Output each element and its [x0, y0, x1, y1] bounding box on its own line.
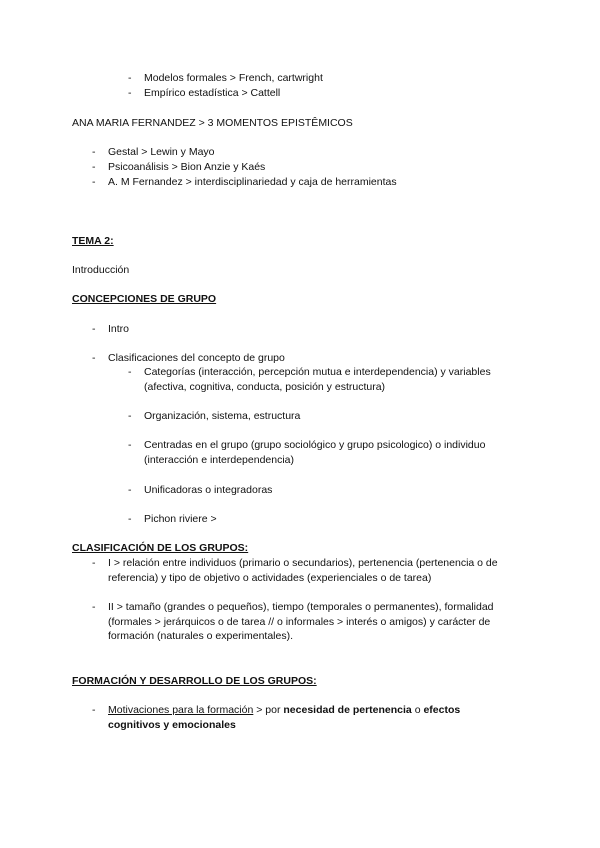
list-item-cont: (formales > jerárquicos o de tarea // o informales > interés o amigos) y carácter de: [108, 616, 491, 628]
sublist-dash: -: [128, 513, 132, 525]
introduccion: Introducción: [72, 264, 130, 276]
text-segment: o: [411, 704, 424, 716]
list-item: Empírico estadística > Cattell: [144, 87, 281, 99]
sublist-dash: -: [128, 410, 132, 422]
bold-segment: necesidad de pertenencia: [283, 704, 412, 716]
list-dash: -: [92, 352, 96, 364]
concepciones-heading: CONCEPCIONES DE GRUPO: [72, 293, 217, 305]
list-dash: -: [128, 87, 132, 99]
list-item: I > relación entre individuos (primario o secundarios), pertenencia (pertenencia o de: [108, 557, 498, 569]
list-dash: -: [92, 146, 96, 158]
list-item: Psicoanálisis > Bion Anzie y Kaés: [108, 161, 266, 173]
list-item: A. M Fernandez > interdisciplinariedad y caja de herramientas: [108, 176, 397, 188]
tema2-heading: TEMA 2:: [72, 235, 114, 247]
list-item: [108, 703, 460, 718]
motivaciones-link[interactable]: Motivaciones para la formación: [108, 704, 254, 716]
list-dash: -: [92, 601, 96, 613]
list-item: II > tamaño (grandes o pequeños), tiempo (temporales o permanentes), formalidad: [108, 601, 494, 613]
sublist-item: Categorías (interacción, percepción mutua e interdependencia) y variables: [144, 366, 491, 378]
sublist-item-cont: (interacción e interdependencia): [144, 454, 295, 466]
sublist-item: Organización, sistema, estructura: [144, 410, 301, 422]
list-dash: -: [92, 323, 96, 335]
sublist-dash: -: [128, 439, 132, 451]
list-item-cont: referencia) y tipo de objetivo o actividades (experienciales o de tarea): [108, 572, 432, 584]
list-item-cont: formación (naturales o experimentales).: [108, 630, 294, 642]
sublist-item-cont: (afectiva, cognitiva, conducta, posición y estructura): [144, 381, 386, 393]
text-segment: > por: [253, 704, 284, 716]
list-item-intro: Intro: [108, 323, 130, 335]
list-dash: -: [92, 161, 96, 173]
list-dash: -: [128, 72, 132, 84]
list-item-cont: cognitivos y emocionales: [108, 719, 236, 731]
sublist-dash: -: [128, 366, 132, 378]
sublist-item: Centradas en el grupo (grupo sociológico y grupo psicologico) o individuo: [144, 439, 486, 451]
formacion-heading: FORMACIÓN Y DESARROLLO DE LOS GRUPOS:: [72, 675, 317, 687]
ana-heading: ANA MARIA FERNANDEZ > 3 MOMENTOS EPISTÊMICOS: [72, 117, 353, 129]
list-dash: -: [92, 557, 96, 569]
list-dash: -: [92, 704, 96, 716]
list-item-clasificaciones: Clasificaciones del concepto de grupo: [108, 352, 285, 364]
list-dash: -: [92, 176, 96, 188]
list-item: Modelos formales > French, cartwright: [144, 72, 323, 84]
list-item: Gestal > Lewin y Mayo: [108, 146, 215, 158]
sublist-item: Unificadoras o integradoras: [144, 484, 273, 496]
clasificacion-heading: CLASIFICACIÓN DE LOS GRUPOS:: [72, 542, 249, 554]
bold-segment: efectos: [423, 704, 461, 716]
sublist-item: Pichon riviere >: [144, 513, 217, 525]
sublist-dash: -: [128, 484, 132, 496]
